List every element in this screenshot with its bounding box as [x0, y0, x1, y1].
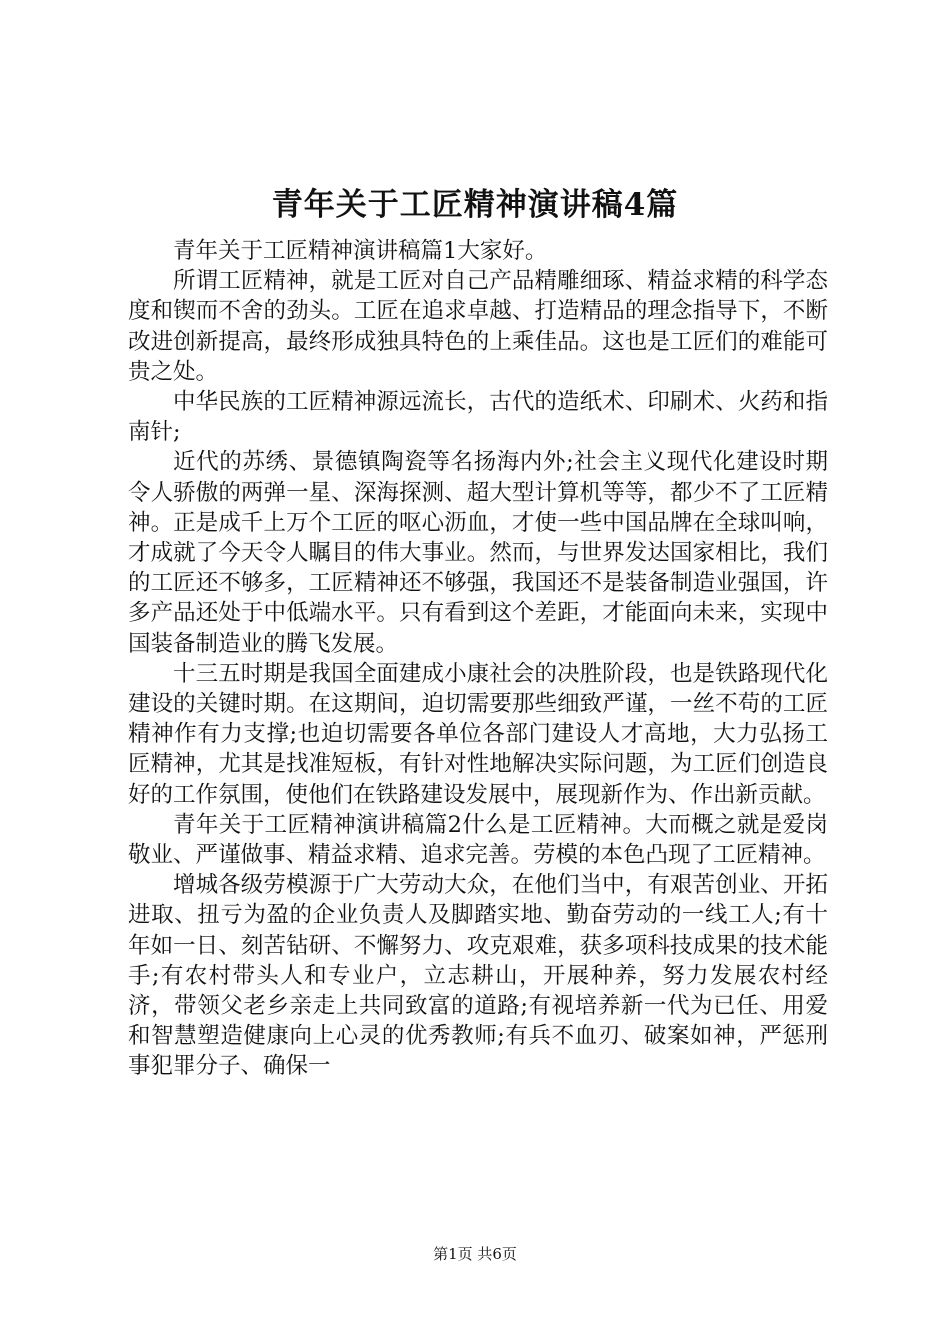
- paragraph: 青年关于工匠精神演讲稿篇2什么是工匠精神。大而概之就是爱岗敬业、严谨做事、精益求精、追求完善。劳模的本色凸现了工匠精神。: [128, 811, 828, 869]
- paragraph: 所谓工匠精神，就是工匠对自己产品精雕细琢、精益求精的科学态度和锲而不舍的劲头。工匠在追求卓越、打造精品的理念指导下，不断改进创新提高，最终形成独具特色的上乘佳品。这也是工匠们的难能可贵之处。: [128, 268, 828, 385]
- paragraph: 青年关于工匠精神演讲稿篇1大家好。: [173, 238, 548, 264]
- paragraph: 十三五时期是我国全面建成小康社会的决胜阶段，也是铁路现代化建设的关键时期。在这期间，迫切需要那些细致严谨，一丝不苟的工匠精神作有力支撑;也迫切需要各单位各部门建设人才高地，大力弘扬工匠精神，尤其是找准短板，有针对性地解决实际问题，为工匠们创造良好的工作氛围，使他们在铁路建设发展中，展现新作为、作出新贡献。: [128, 660, 828, 808]
- paragraph: 近代的苏绣、景德镇陶瓷等名扬海内外;社会主义现代化建设时期令人骄傲的两弹一星、深海探测、超大型计算机等等，都少不了工匠精神。正是成千上万个工匠的呕心沥血，才使一些中国品牌在全球叫响，才成就了今天令人瞩目的伟大事业。然而，与世界发达国家相比，我们的工匠还不够多，工匠精神还不够强，我国还不是装备制造业强国，许多产品还处于中低端水平。只有看到这个差距，才能面向未来，实现中国装备制造业的腾飞发展。: [128, 449, 828, 657]
- document-body: [128, 236, 828, 1082]
- paragraph: 增城各级劳模源于广大劳动大众，在他们当中，有艰苦创业、开拓进取、扭亏为盈的企业负责人及脚踏实地、勤奋劳动的一线工人;有十年如一日、刻苦钻研、不懈努力、攻克艰难，获多项科技成果的技术能手;有农村带头人和专业户，立志耕山，开展种养，努力发展农村经济，带领父老乡亲走上共同致富的道路;有视培养新一代为已任、用爱和智慧塑造健康向上心灵的优秀教师;有兵不血刃、破案如神，严惩刑事犯罪分子、确保一: [128, 872, 828, 1080]
- paragraph: 中华民族的工匠精神源远流长，古代的造纸术、印刷术、火药和指南针;: [128, 389, 828, 446]
- document-title: 青年关于工匠精神演讲稿4篇: [271, 187, 679, 223]
- page-number-footer: 第1页 共6页: [433, 1245, 517, 1263]
